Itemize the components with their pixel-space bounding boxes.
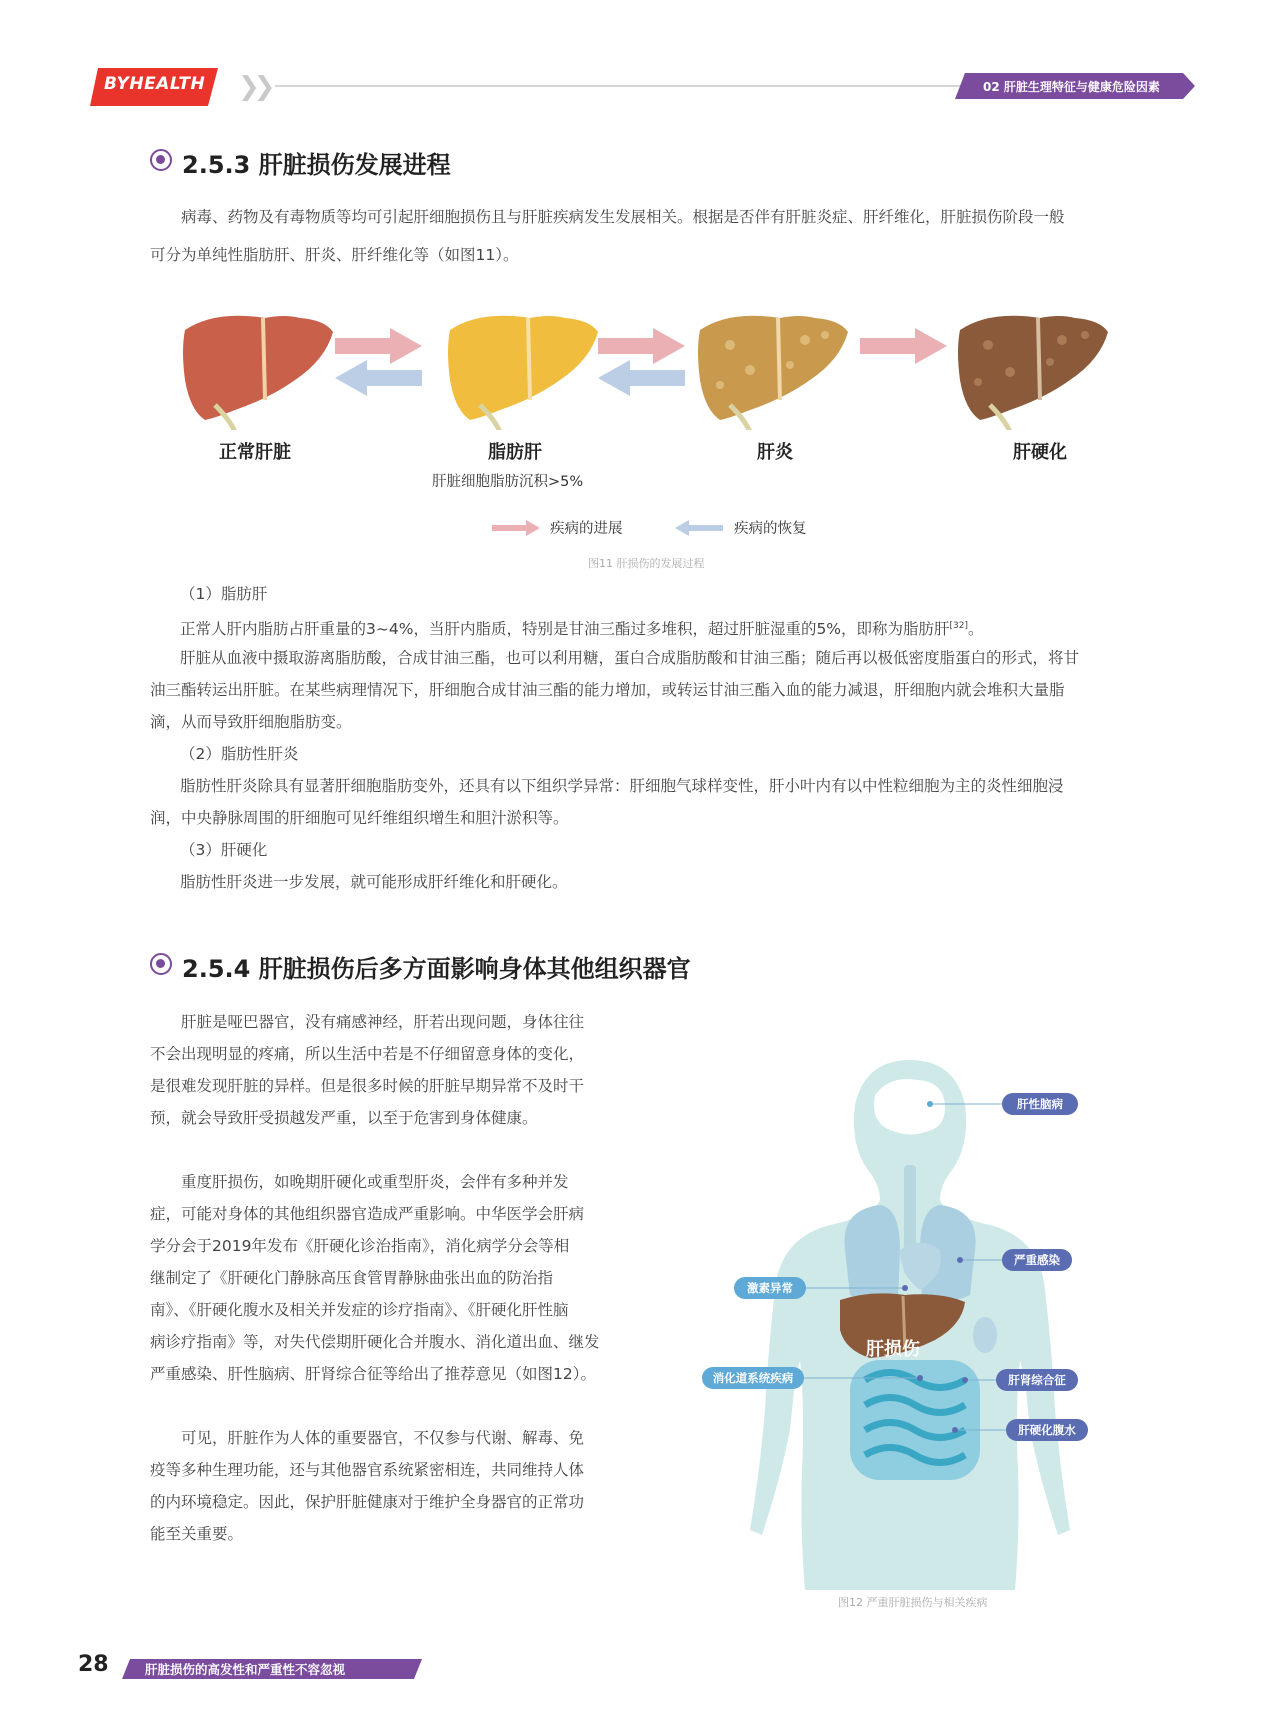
stage-label: 脂肪肝 bbox=[488, 442, 542, 463]
paragraph-line: 肝脏是哑巴器官，没有痛感神经，肝若出现问题，身体往往 bbox=[181, 1013, 585, 1031]
paragraph-line: 病诊疗指南》等，对失代偿期肝硬化合并腹水、消化道出血、继发 bbox=[150, 1333, 600, 1351]
paragraph-line: 滴，从而导致肝细胞脂肪变。 bbox=[150, 713, 352, 731]
arrow-progress bbox=[860, 328, 947, 364]
liver-progression-figure bbox=[160, 300, 1140, 430]
intro-line: 可分为单纯性脂肪肝、肝炎、肝纤维化等（如图11）。 bbox=[150, 246, 519, 264]
label-digestive-disease: 消化道系统疾病 bbox=[702, 1367, 804, 1389]
fatty-liver-note: 肝脏细胞脂肪沉积>5% bbox=[432, 474, 584, 490]
brand-logo-text: BYHEALTH bbox=[104, 74, 206, 94]
paragraph-line: 南》、《肝硬化腹水及相关并发症的诊疗指南》、《肝硬化肝性脑 bbox=[150, 1301, 569, 1319]
paragraph-line: 是很难发现肝脏的异样。但是很多时候的肝脏早期异常不及时干 bbox=[150, 1077, 585, 1095]
footer-title: 肝脏损伤的高发性和严重性不容忽视 bbox=[145, 1662, 346, 1677]
paragraph-line: 脂肪性肝炎进一步发展，就可能形成肝纤维化和肝硬化。 bbox=[180, 873, 568, 891]
label-severe-infection: 严重感染 bbox=[1002, 1249, 1072, 1271]
left-column-text bbox=[150, 1006, 630, 1550]
liver-hepatitis bbox=[698, 316, 848, 430]
arrow-recovery bbox=[598, 360, 685, 396]
stage-label: 肝炎 bbox=[757, 442, 793, 463]
legend-recovery-label: 疾病的恢复 bbox=[734, 521, 807, 537]
paragraph-line: 肝脏从血液中摄取游离脂肪酸，合成甘油三酯，也可以利用糖，蛋白合成脂肪酸和甘油三酯；随后再以极低密度脂蛋白的形式，将甘 bbox=[180, 649, 1080, 667]
section-title: 2.5.3 肝脏损伤发展进程 bbox=[182, 151, 451, 179]
reference-marker: [32] bbox=[949, 621, 969, 631]
legend-progress-arrow-icon bbox=[492, 519, 540, 537]
label-cirrhotic-ascites: 肝硬化腹水 bbox=[1006, 1419, 1088, 1441]
subheading: （3）肝硬化 bbox=[180, 841, 268, 859]
paragraph-line: 学分会于2019年发布《肝硬化诊治指南》，消化病学分会等相 bbox=[150, 1237, 570, 1255]
legend-progress-label: 疾病的进展 bbox=[550, 521, 623, 537]
label-hepatic-encephalopathy: 肝性脑病 bbox=[1002, 1093, 1078, 1115]
stage-label: 肝硬化 bbox=[1013, 442, 1067, 463]
double-chevron-icon: ❯❯ bbox=[238, 72, 270, 102]
figure-caption: 图11 肝损伤的发展过程 bbox=[588, 557, 705, 570]
paragraph-line: 脂肪性肝炎除具有显著肝细胞脂肪变外，还具有以下组织学异常：肝细胞气球样变性，肝小叶内有以中性粒细胞为主的炎性细胞浸 bbox=[180, 777, 1064, 795]
paragraph-line: 油三酯转运出肝脏。在某些病理情况下，肝细胞合成甘油三酯的能力增加，或转运甘油三酯入血的能力减退，肝细胞内就会堆积大量脂 bbox=[150, 681, 1065, 699]
paragraph-line: 预，就会导致肝受损越发严重，以至于危害到身体健康。 bbox=[150, 1109, 538, 1127]
liver-normal bbox=[183, 316, 333, 430]
paragraph-line: 症，可能对身体的其他组织器官造成严重影响。中华医学会肝病 bbox=[150, 1205, 585, 1223]
chapter-title: 02 肝脏生理特征与健康危险因素 bbox=[983, 80, 1160, 94]
paragraph-line: 不会出现明显的疼痛，所以生活中若是不仔细留意身体的变化， bbox=[150, 1045, 585, 1063]
liver-injury-center-label: 肝损伤 bbox=[866, 1339, 920, 1360]
figure-caption: 图12 严重肝脏损伤与相关疾病 bbox=[838, 1596, 988, 1609]
label-hepatorenal-syndrome: 肝肾综合征 bbox=[996, 1369, 1078, 1391]
paragraph-line: 能至关重要。 bbox=[150, 1525, 244, 1543]
paragraph-line: 的内环境稳定。因此，保护肝脏健康对于维护全身器官的正常功 bbox=[150, 1493, 585, 1511]
page-number: 28 bbox=[78, 1652, 109, 1677]
paragraph-line: 疫等多种生理功能，还与其他器官系统紧密相连，共同维持人体 bbox=[150, 1461, 585, 1479]
section-bullet-icon bbox=[150, 149, 172, 171]
arrow-progress bbox=[598, 328, 685, 364]
lungs-icon bbox=[844, 1205, 900, 1302]
paragraph-line: 严重感染、肝性脑病、肝肾综合征等给出了推荐意见（如图12）。 bbox=[150, 1365, 596, 1383]
subheading: （1）脂肪肝 bbox=[180, 585, 268, 603]
paragraph-line: 继制定了《肝硬化门静脉高压食管胃静脉曲张出血的防治指 bbox=[150, 1269, 554, 1287]
liver-cirrhosis bbox=[958, 316, 1108, 430]
body-organ-figure bbox=[740, 1050, 1080, 1590]
label-hormone-abnormality: 激素异常 bbox=[734, 1277, 806, 1299]
arrow-recovery bbox=[335, 360, 422, 396]
stage-label: 正常肝脏 bbox=[219, 442, 291, 463]
subheading: （2）脂肪性肝炎 bbox=[180, 745, 299, 763]
brain-icon bbox=[874, 1079, 945, 1135]
liver-fatty bbox=[448, 316, 598, 430]
arrow-progress bbox=[335, 328, 422, 364]
section-bullet-icon bbox=[150, 953, 172, 975]
header-divider bbox=[275, 85, 965, 87]
paragraph-line: 重度肝损伤，如晚期肝硬化或重型肝炎，会伴有多种并发 bbox=[181, 1173, 569, 1191]
paragraph-line: 正常人肝内脂肪占肝重量的3~4%，当肝内脂质，特别是甘油三酯过多堆积，超过肝脏湿重的5%，即称为脂肪肝[32]。 bbox=[180, 620, 984, 639]
legend-recovery-arrow-icon bbox=[675, 519, 723, 537]
section-title: 2.5.4 肝脏损伤后多方面影响身体其他组织器官 bbox=[182, 955, 691, 983]
intro-line: 病毒、药物及有毒物质等均可引起肝细胞损伤且与肝脏疾病发生发展相关。根据是否伴有肝脏炎症、肝纤维化，肝脏损伤阶段一般 bbox=[181, 208, 1065, 226]
paragraph-line: 润，中央静脉周围的肝细胞可见纤维组织增生和胆汁淤积等。 bbox=[150, 809, 569, 827]
paragraph-line: 可见，肝脏作为人体的重要器官，不仅参与代谢、解毒、免 bbox=[181, 1429, 585, 1447]
